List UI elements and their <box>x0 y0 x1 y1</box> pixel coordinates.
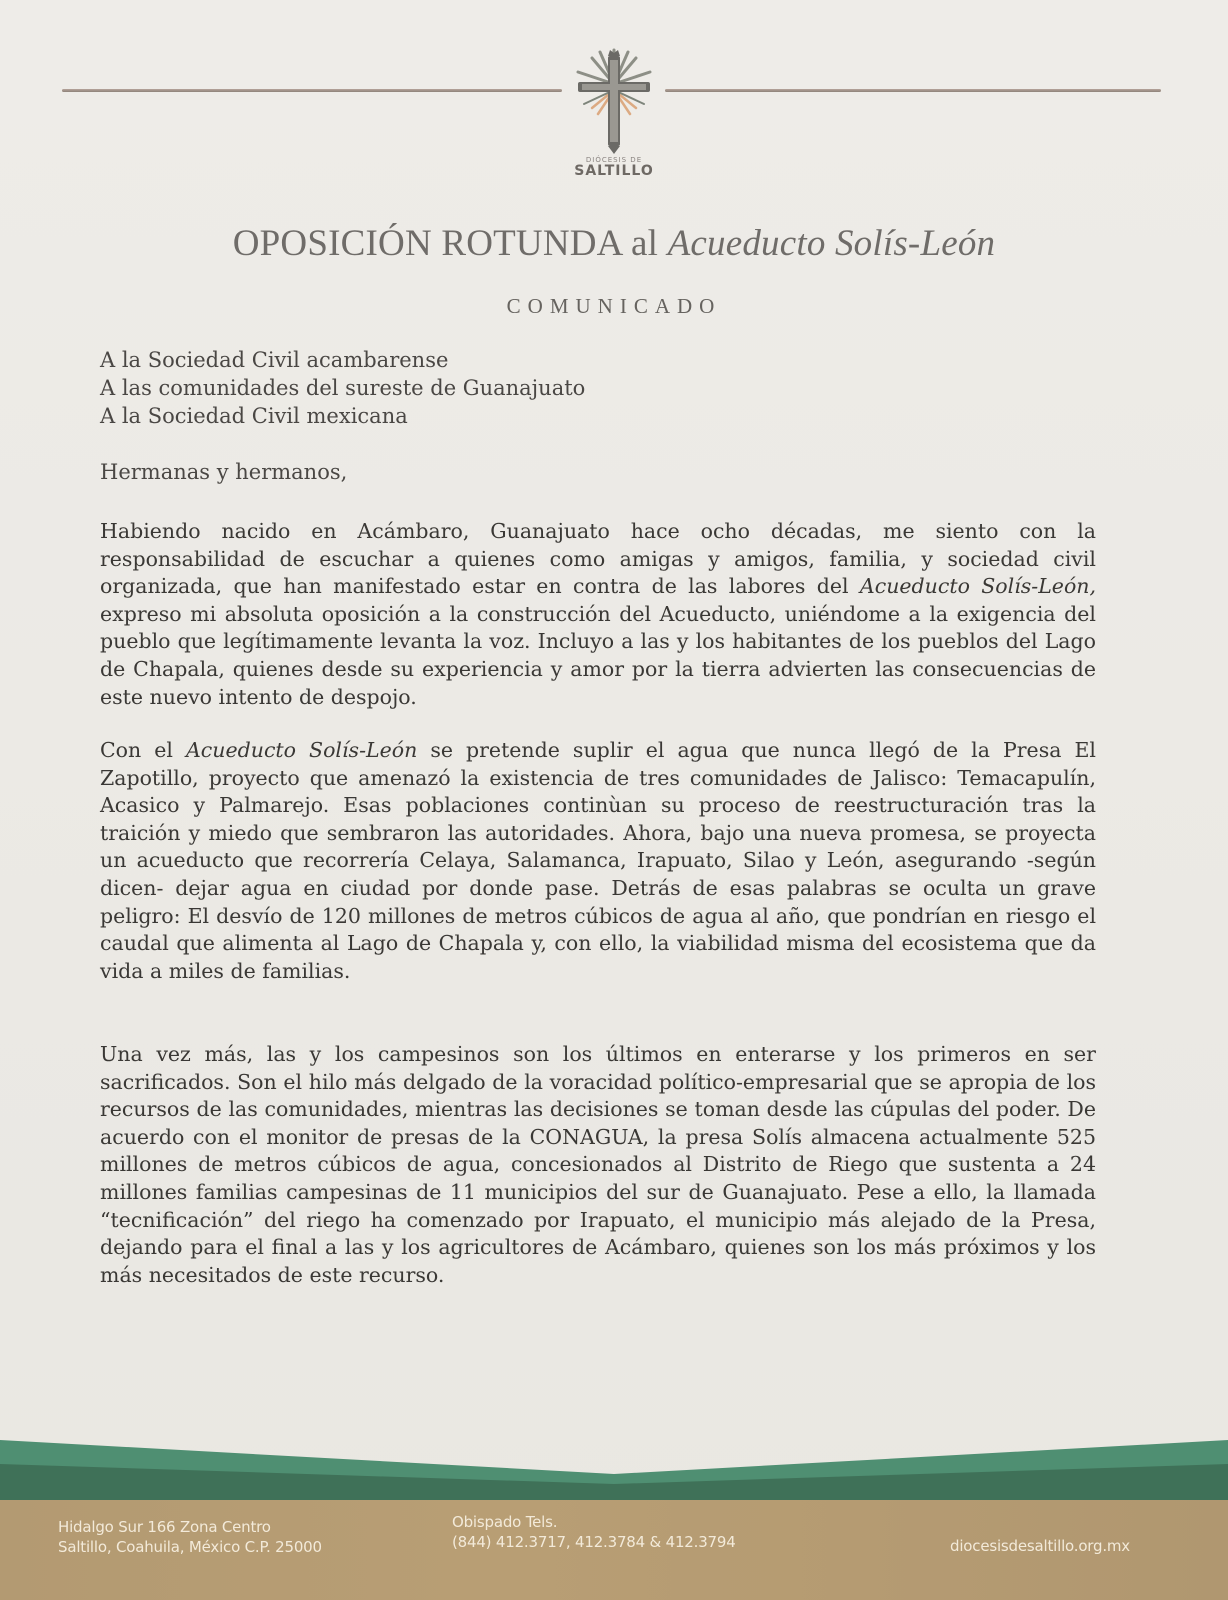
document-title <box>0 222 1228 265</box>
document-subtitle: COMUNICADO <box>506 294 722 318</box>
paragraph-2 <box>100 737 1096 985</box>
logo-saltillo-label: SALTILLO <box>574 163 654 179</box>
header-rule-left <box>62 89 562 92</box>
paragraph-italic-text: Acueducto Solís-León <box>186 738 418 762</box>
addressee-list <box>100 346 585 430</box>
paragraph-text: se pretende suplir el agua que nunca llegó de la Presa El Zapotillo, proyecto que amenazó la existencia de tres comunidades de Jalisco: Temacapulín, Acasico y Palmarejo. Esas poblaciones continùan su proceso de reestructuración tras la traición y miedo que sembraron las autoridades. Ahora, bajo una nueva promesa, se proyecta un acueducto que recorrería Celaya, Salamanca, Irapuato, Silao y León, asegurando -según dicen- dejar agua en ciudad por donde pase. Detrás de esas palabras se oculta un grave peligro: El desvío de 120 millones de metros cúbicos de agua al año, que pondrían en riesgo el caudal que alimenta al Lago de Chapala y, con ello, la viabilidad misma del ecosistema que da vida a miles de familias. <box>100 738 1096 983</box>
header-rule-right <box>665 89 1161 92</box>
footer-phones <box>452 1512 736 1552</box>
paragraph-text: Una vez más, las y los campesinos son los últimos en enterarse y los primeros en ser sacrificados. Son el hilo más delgado de la voracidad político-empresarial que se apropia de los recursos de las comunidades, mientras las decisiones se toman desde las cúpulas del poder. De acuerdo con el monitor de presas de la CONAGUA, la presa Solís almacena actualmente 525 millones de metros cúbicos de agua, concesionados al Distrito de Riego que sustenta a 24 millones familias campesinas de 11 municipios del sur de Guanajuato. Pese a ello, la llamada “tecnificación” del riego ha comenzado por Irapuato, el municipio más alejado de la Presa, dejando para el final a las y los agricultores de Acámbaro, quienes son los más próximos y los más necesitados de este recurso. <box>100 1042 1096 1287</box>
phones-label: Obispado Tels. <box>452 1513 558 1531</box>
paragraph-3 <box>100 1041 1096 1289</box>
greeting: Hermanas y hermanos, <box>100 460 348 484</box>
phones-numbers: (844) 412.3717, 412.3784 & 412.3794 <box>452 1533 736 1551</box>
footer-website[interactable]: diocesisdesaltillo.org.mx <box>950 1537 1130 1555</box>
address-line-1: Hidalgo Sur 166 Zona Centro <box>58 1518 271 1536</box>
title-regular: OPOSICIÓN ROTUNDA al <box>232 223 668 264</box>
address-line-2: Saltillo, Coahuila, México C.P. 25000 <box>58 1538 322 1556</box>
title-italic: Acueducto Solís-León <box>667 223 996 264</box>
paragraph-text: expreso mi absoluta oposición a la construcción del Acueducto, uniéndome a la exigencia del pueblo que legítimamente levanta la voz. Incluyo a las y los habitantes de los pueblos del Lago de Chapala, quienes desde su experiencia y amor por la tierra advierten las consecuencias de este nuevo intento de despojo. <box>100 601 1096 709</box>
footer-address <box>58 1517 322 1557</box>
paragraph-text: Con el <box>100 738 186 762</box>
addressee-line: A las comunidades del sureste de Guanajuato <box>100 376 586 400</box>
addressee-line: A la Sociedad Civil mexicana <box>100 404 408 428</box>
cross-with-sunburst-icon <box>572 46 656 154</box>
paragraph-italic-text: Acueducto Solís-León, <box>859 574 1097 599</box>
footer-green-band <box>0 1440 1228 1504</box>
paragraph-text: Habiendo nacido en Acámbaro, Guanajuato hace ocho décadas, me siento con la responsabilidad de escuchar a quienes como amigas y amigos, familia, y sociedad civil organizada, que han manifestado estar en contra de las labores del <box>100 519 1096 599</box>
logo-diocese-label: DIÓCESIS DE <box>585 156 643 164</box>
paragraph-1 <box>100 518 1096 711</box>
addressee-line: A la Sociedad Civil acambarense <box>100 348 449 372</box>
diocese-logo <box>562 46 666 196</box>
